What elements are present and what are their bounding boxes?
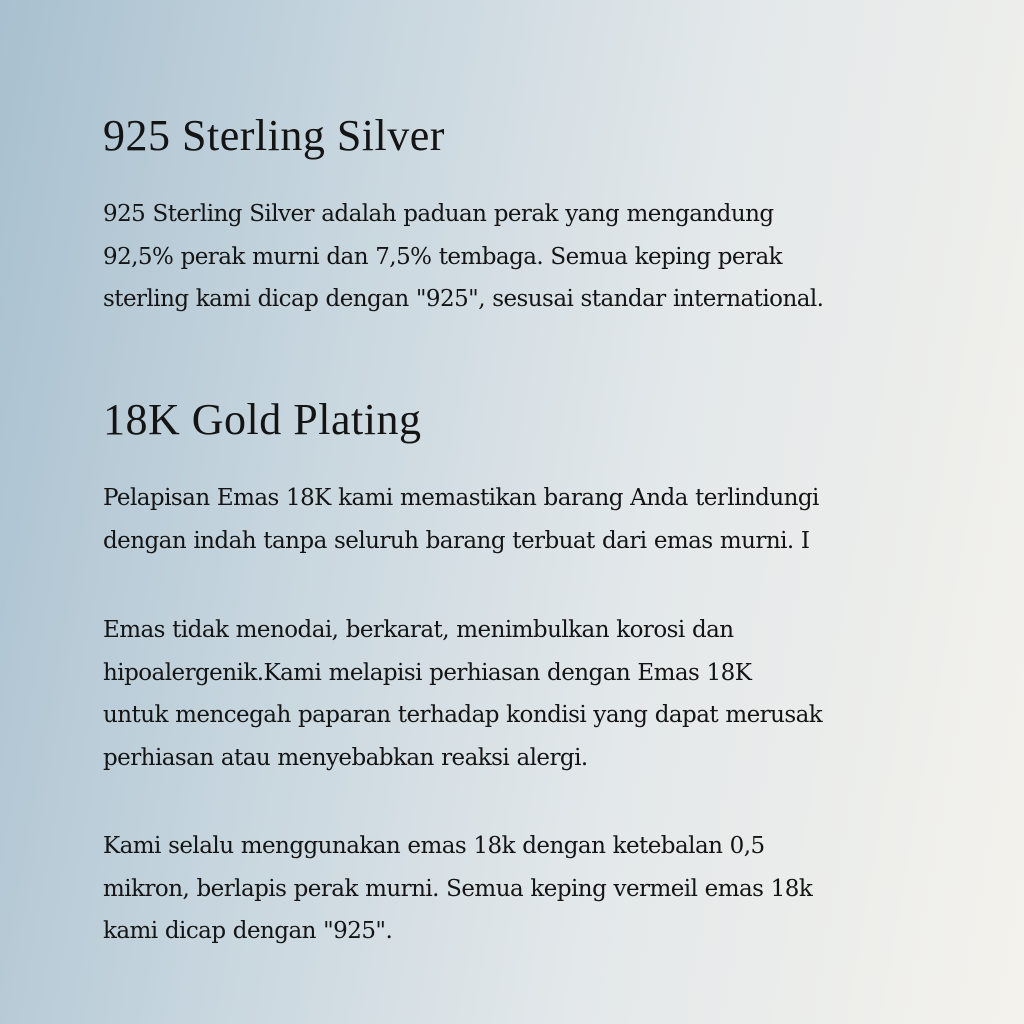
- text-line: Emas tidak menodai, berkarat, menimbulkan korosi dan: [103, 617, 734, 643]
- text-line: kami dicap dengan "925".: [103, 918, 393, 944]
- text-line: 92,5% perak murni dan 7,5% tembaga. Semua keping perak: [103, 243, 782, 270]
- text-line: Pelapisan Emas 18K kami memastikan barang Anda terlindungi: [103, 485, 819, 511]
- text-line: sterling kami dicap dengan "925", sesusai standar international.: [103, 286, 824, 312]
- text-line: 925 Sterling Silver adalah paduan perak yang mengandung: [103, 201, 774, 227]
- section-heading-sterling-silver: 925 Sterling Silver: [103, 111, 445, 160]
- text-line: mikron, berlapis perak murni. Semua keping vermeil emas 18k: [103, 875, 813, 902]
- content-page: [103, 0, 983, 1024]
- paragraph-sterling-silver: [103, 193, 823, 321]
- text-line: dengan indah tanpa seluruh barang terbuat dari emas murni. I: [103, 527, 810, 554]
- text-line: perhiasan atau menyebabkan reaksi alergi.: [103, 744, 588, 771]
- paragraph-gold-plating-benefits: [103, 609, 822, 779]
- text-line: hipoalergenik.Kami melapisi perhiasan dengan Emas 18K: [103, 659, 752, 686]
- section-heading-gold-plating: 18K Gold Plating: [103, 395, 422, 444]
- text-line: untuk mencegah paparan terhadap kondisi yang dapat merusak: [103, 702, 823, 728]
- paragraph-gold-plating-thickness: [103, 825, 812, 953]
- text-line: Kami selalu menggunakan emas 18k dengan ketebalan 0,5: [103, 833, 765, 859]
- paragraph-gold-plating-intro: [103, 477, 819, 562]
